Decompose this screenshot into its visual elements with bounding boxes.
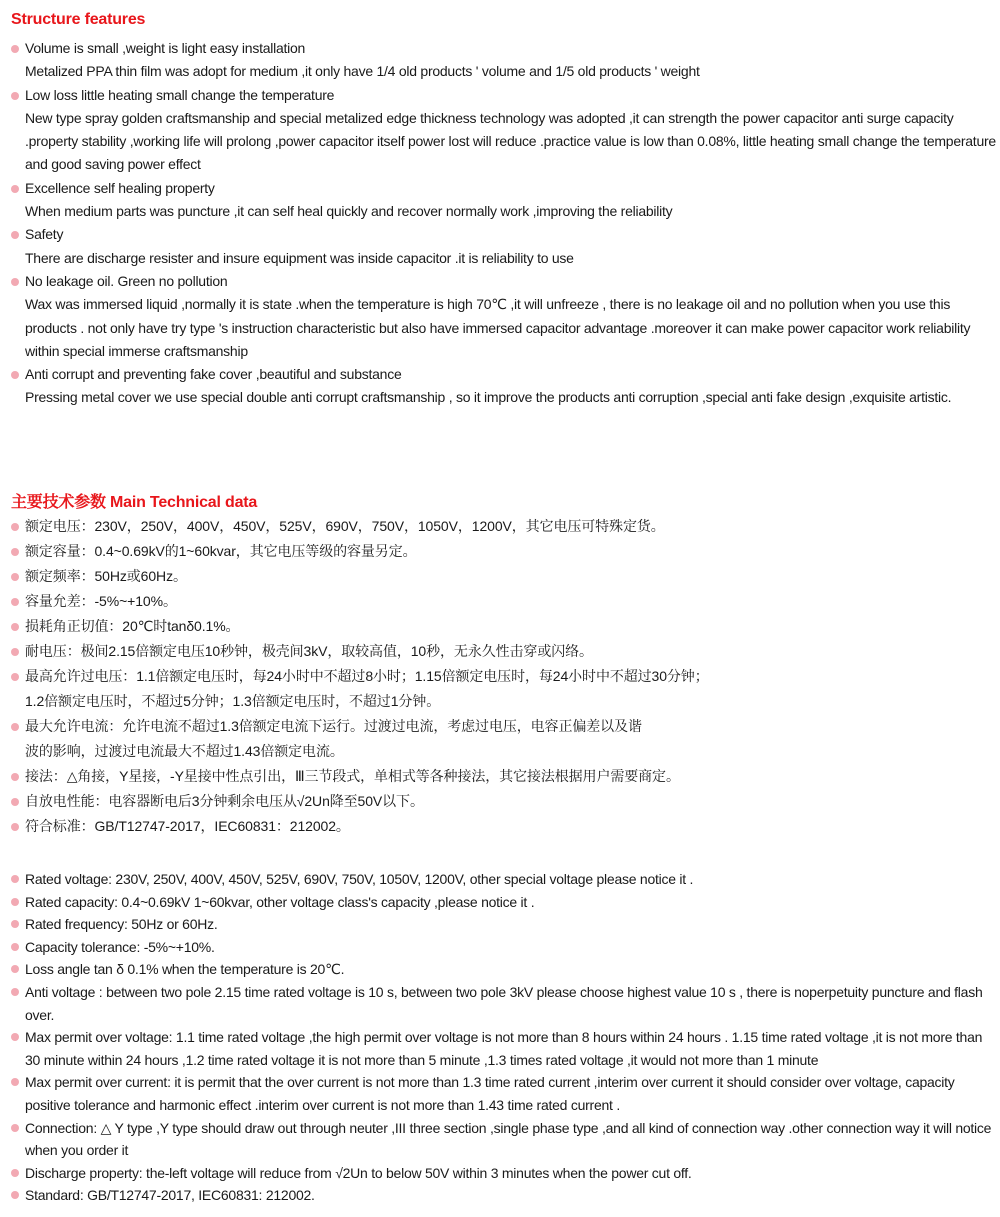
feature-item	[11, 177, 996, 224]
bullet-icon	[11, 823, 19, 831]
feature-heading: No leakage oil. Green no pollution	[25, 272, 228, 289]
feature-description: When medium parts was puncture ,it can self heal quickly and recover normally work ,improving the reliability	[25, 203, 673, 220]
spec-item	[11, 868, 996, 891]
spec-text: Max permit over voltage: 1.1 time rated voltage ,the high permit over voltage is not more than 8 hours within 24 hours . 1.15 time rated voltage ,it is not more than 30 minute within 24 hours ,1.2 time rated voltage it is not more than 5 minute ,1.3 times rated voltage ,it would not more than 1 minute	[25, 1029, 983, 1068]
feature-item	[11, 84, 996, 177]
spec-text: 接法：△角接，Y星接，-Y星接中性点引出，Ⅲ三节段式，单相式等各种接法，其它接法根据用户需要商定。	[25, 768, 680, 784]
structure-features-title: Structure features	[11, 11, 146, 28]
spec-item	[11, 1162, 996, 1185]
feature-heading: Low loss little heating small change the temperature	[25, 86, 335, 103]
bullet-icon	[11, 798, 19, 806]
spec-text: Connection: △ Y type ,Y type should draw out through neuter ,III three section ,single phase type ,and all kind of connection way .other connection way it will notice when you order it	[25, 1119, 992, 1159]
spec-text: 额定频率：50Hz或60Hz。	[25, 568, 187, 584]
bullet-icon	[11, 523, 19, 531]
bullet-icon	[11, 1124, 19, 1132]
feature-heading: Safety	[25, 226, 64, 243]
feature-item	[11, 37, 996, 84]
spec-text: Rated frequency: 50Hz or 60Hz.	[25, 916, 218, 933]
spec-text: Max permit over current: it is permit that the over current is not more than 1.3 time rated current ,interim over current it should consider over voltage, capacity positive tolerance and harmonic effect .interim over current is not more than 1.43 time rated current .	[25, 1074, 955, 1113]
spec-item	[11, 564, 996, 589]
technical-data-title: 主要技术参数 Main Technical data	[11, 494, 258, 511]
bullet-icon	[11, 185, 19, 193]
feature-description: Pressing metal cover we use special double anti corrupt craftsmanship , so it improve the products anti corruption ,special anti fake design ,exquisite artistic.	[25, 389, 952, 406]
spec-text: Loss angle tan δ 0.1% when the temperature is 20℃.	[25, 961, 345, 978]
feature-description: Wax was immersed liquid ,normally it is state .when the temperature is high 70℃ ,it will unfreeze , there is no leakage oil and no pollution when you use this products . not only have try type 's instruction characteristic but also have immersed capacitor advantage .moreover it can make power capacitor work reliability within special immerse craftsmanship	[25, 296, 971, 359]
spec-text: Anti voltage : between two pole 2.15 time rated voltage is 10 s, between two pole 3kV please choose highest value 10 s , there is noperpetuity puncture and flash over.	[25, 983, 983, 1023]
spec-item	[11, 589, 996, 614]
bullet-icon	[11, 773, 19, 781]
spec-item	[11, 891, 996, 914]
bullet-icon	[11, 573, 19, 581]
bullet-icon	[11, 943, 19, 951]
spec-text: Capacity tolerance: -5%~+10%.	[25, 938, 215, 955]
spec-text: 最大允许电流：允许电流不超过1.3倍额定电流下运行。过渡过电流，考虑过电压，电容正偏差以及谐 波的影响，过渡过电流最大不超过1.43倍额定电流。	[25, 718, 642, 759]
spec-text: 符合标准：GB/T12747-2017，IEC60831：212002。	[25, 818, 350, 834]
bullet-icon	[11, 723, 19, 731]
spec-text: 额定容量：0.4~0.69kV的1~60kvar，其它电压等级的容量另定。	[25, 543, 417, 559]
structure-features-list	[11, 37, 996, 410]
spec-item	[11, 514, 996, 539]
spec-item	[11, 639, 996, 664]
spec-text: Rated capacity: 0.4~0.69kV 1~60kvar, other voltage class's capacity ,please notice it .	[25, 893, 535, 910]
feature-description: Metalized PPA thin film was adopt for medium ,it only have 1/4 old products ' volume and 1/5 old products ' weight	[25, 63, 700, 80]
bullet-icon	[11, 920, 19, 928]
spec-item	[11, 814, 996, 839]
bullet-icon	[11, 1169, 19, 1177]
bullet-icon	[11, 1033, 19, 1041]
bullet-icon	[11, 548, 19, 556]
spec-text: Discharge property: the-left voltage will reduce from √2Un to below 50V within 3 minutes when the power cut off.	[25, 1164, 692, 1181]
spec-text: 自放电性能：电容器断电后3分钟剩余电压从√2Un降至50V以下。	[25, 793, 424, 809]
bullet-icon	[11, 648, 19, 656]
bullet-icon	[11, 231, 19, 239]
feature-item	[11, 223, 996, 270]
feature-item	[11, 270, 996, 363]
spec-item	[11, 1026, 996, 1071]
bullet-icon	[11, 623, 19, 631]
spec-item	[11, 539, 996, 564]
bullet-icon	[11, 875, 19, 883]
feature-heading: Volume is small ,weight is light easy installation	[25, 40, 306, 56]
feature-description: New type spray golden craftsmanship and special metalized edge thickness technology was adopted ,it can strength the power capacitor anti surge capacity .property stability ,working life will prolong ,power capacitor itself power lost will reduce .practice value is low than 0.08%, little heating small change the temperature and good saving power effect	[25, 109, 996, 173]
feature-heading: Excellence self healing property	[25, 179, 215, 196]
spec-text: Standard: GB/T12747-2017, IEC60831: 212002.	[25, 1187, 315, 1204]
spec-item	[11, 936, 996, 959]
spec-item	[11, 958, 996, 981]
spec-item	[11, 1071, 996, 1116]
spec-item	[11, 913, 996, 936]
spec-item	[11, 1117, 996, 1162]
spec-item	[11, 789, 996, 814]
feature-item	[11, 363, 996, 410]
spec-item	[11, 981, 996, 1026]
bullet-icon	[11, 278, 19, 286]
technical-data-en-list	[11, 868, 996, 1207]
bullet-icon	[11, 371, 19, 379]
spec-text: Rated voltage: 230V, 250V, 400V, 450V, 525V, 690V, 750V, 1050V, 1200V, other special voltage please notice it .	[25, 871, 694, 887]
spec-text: 最高允许过电压：1.1倍额定电压时，每24小时中不超过8小时；1.15倍额定电压时，每24小时中不超过30分钟； 1.2倍额定电压时，不超过5分钟；1.3倍额定电压时，不超过1分钟。	[25, 668, 709, 709]
spec-item	[11, 664, 996, 714]
spec-item	[11, 764, 996, 789]
technical-data-cn-list	[11, 514, 996, 839]
spec-text: 损耗角正切值：20℃时tanδ0.1%。	[25, 618, 240, 634]
spec-item	[11, 614, 996, 639]
spec-text: 耐电压：极间2.15倍额定电压10秒钟，极壳间3kV，取较高值，10秒，无永久性击穿或闪络。	[25, 643, 593, 659]
spec-text: 容量允差：-5%~+10%。	[25, 593, 177, 609]
bullet-icon	[11, 988, 19, 996]
spec-item	[11, 714, 996, 764]
feature-heading: Anti corrupt and preventing fake cover ,beautiful and substance	[25, 366, 402, 383]
bullet-icon	[11, 598, 19, 606]
bullet-icon	[11, 1191, 19, 1199]
spec-text: 额定电压：230V，250V，400V，450V，525V，690V，750V，1050V，1200V，其它电压可特殊定货。	[25, 518, 665, 534]
bullet-icon	[11, 92, 19, 100]
bullet-icon	[11, 965, 19, 973]
feature-description: There are discharge resister and insure equipment was inside capacitor .it is reliability to use	[25, 249, 574, 266]
bullet-icon	[11, 673, 19, 681]
bullet-icon	[11, 898, 19, 906]
spec-item	[11, 1184, 996, 1207]
bullet-icon	[11, 1078, 19, 1086]
bullet-icon	[11, 45, 19, 53]
